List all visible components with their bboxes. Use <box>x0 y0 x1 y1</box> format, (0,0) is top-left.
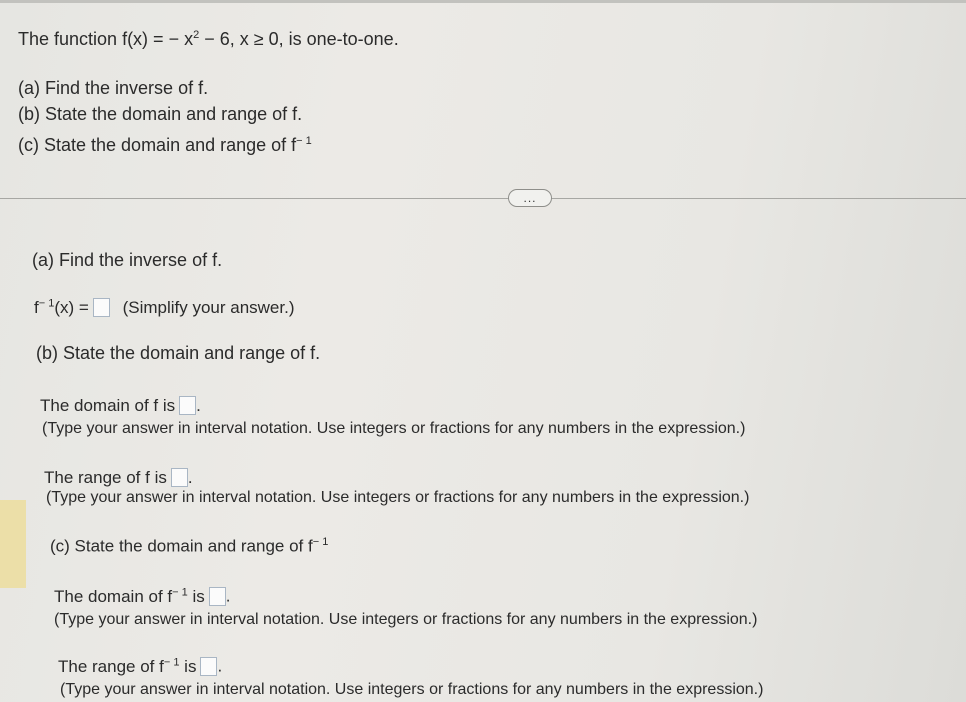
period: . <box>217 656 223 676</box>
interval-hint: (Type your answer in interval notation. Use integers or fractions for any numbers in the expression.) <box>46 489 750 506</box>
inverse-row <box>34 297 295 318</box>
domain-f-answer-box[interactable] <box>179 396 196 415</box>
section-divider <box>0 198 966 199</box>
range-finv-row <box>58 656 222 677</box>
problem-part-b: (b) State the domain and range of f. <box>18 104 303 124</box>
domain-finv-answer-box[interactable] <box>209 587 226 606</box>
range-f-label: The range of f is <box>44 468 167 487</box>
problem-part-a: (a) Find the inverse of f. <box>18 78 209 98</box>
problem-statement: The function f(x) = − $x^2 - 6$, x ≥ 0, is one-to-one. <box>18 29 399 49</box>
period: . <box>196 396 201 415</box>
answer-heading-a: (a) Find the inverse of f. <box>32 250 223 270</box>
range-finv-label: The range of $f^{- 1}$ is <box>58 656 197 676</box>
more-button[interactable]: ... <box>508 189 552 207</box>
period: . <box>225 586 231 606</box>
interval-hint: (Type your answer in interval notation. Use integers or fractions for any numbers in the expression.) <box>60 681 764 698</box>
inverse-lhs: $f^{- 1}(x)$ = <box>34 297 89 317</box>
interval-hint: (Type your answer in interval notation. Use integers or fractions for any numbers in the expression.) <box>54 611 758 628</box>
range-finv-answer-box[interactable] <box>200 657 217 676</box>
period: . <box>187 468 193 487</box>
interval-hint: (Type your answer in interval notation. Use integers or fractions for any numbers in the expression.) <box>42 420 746 437</box>
inverse-answer-box[interactable] <box>93 298 110 317</box>
range-f-row <box>44 468 193 488</box>
domain-finv-label: The domain of $f^{- 1}$ is <box>54 586 205 606</box>
domain-finv-row <box>54 586 230 607</box>
domain-f-label: The domain of f is <box>40 396 176 415</box>
problem-part-c: (c) State the domain and range of $f^{- 1}$ <box>18 135 312 155</box>
answer-heading-b: (b) State the domain and range of f. <box>36 343 321 363</box>
side-highlight <box>0 500 26 588</box>
answer-heading-c: (c) State the domain and range of $f^{- 1}$ <box>50 536 329 556</box>
domain-f-row <box>40 396 201 416</box>
range-f-answer-box[interactable] <box>171 468 188 487</box>
simplify-hint: (Simplify your answer.) <box>122 297 295 317</box>
top-border <box>0 0 966 3</box>
